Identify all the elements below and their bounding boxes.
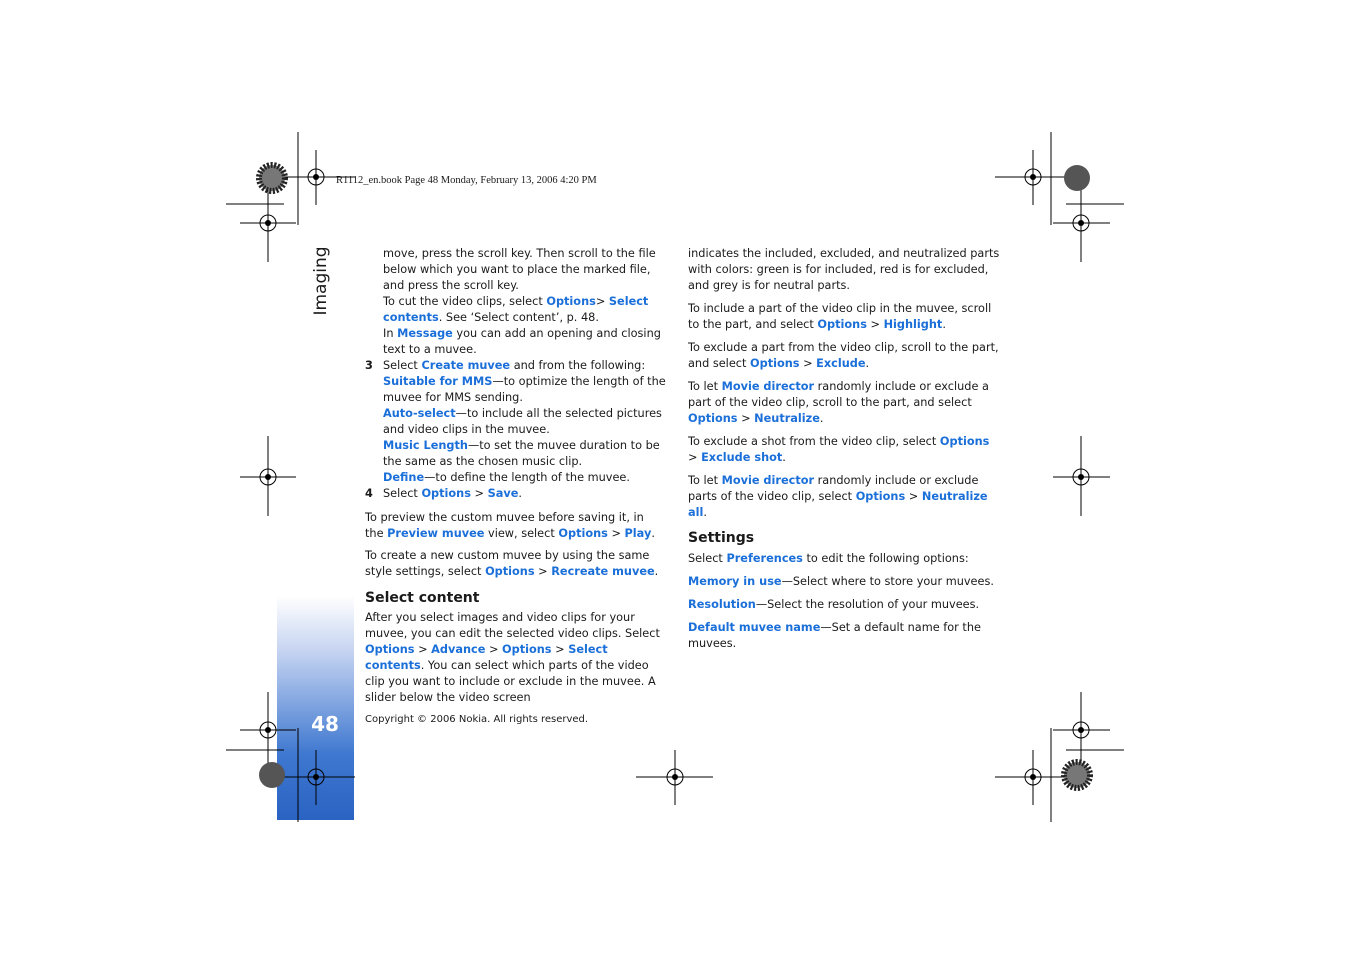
- ui-term: Memory in use: [688, 575, 782, 588]
- text: .: [651, 527, 655, 540]
- text: Select: [383, 359, 422, 372]
- ui-term: Options: [750, 357, 800, 370]
- text: >: [737, 412, 755, 425]
- paragraph: [383, 294, 668, 326]
- text: To let: [688, 474, 722, 487]
- column-left-body: [365, 510, 665, 706]
- ui-term: Auto-select: [383, 407, 456, 420]
- ui-term: Default muvee name: [688, 621, 821, 634]
- text: To exclude a part from the video clip, scroll to the part, and select: [688, 341, 999, 370]
- text: >: [607, 527, 625, 540]
- text: >: [470, 487, 488, 500]
- step-number: 4: [365, 487, 373, 500]
- ui-term: Options: [421, 487, 471, 500]
- ui-term: Options: [688, 412, 738, 425]
- text: Select: [688, 552, 727, 565]
- text: move, press the scroll key. Then scroll to the file below which you want to place the marked file, and press the scroll key.: [383, 247, 656, 292]
- ui-term: Message: [397, 327, 453, 340]
- text: —to optimize the length of the muvee for MMS sending.: [383, 375, 666, 404]
- step-4: [365, 486, 668, 502]
- page-number: 48: [311, 712, 339, 736]
- text: .: [942, 318, 946, 331]
- text: To include a part of the video clip in the muvee, scroll to the part, and select: [688, 302, 992, 331]
- ui-term: Options: [502, 643, 552, 656]
- step-number: 3: [365, 359, 373, 372]
- text: After you select images and video clips for your muvee, you can edit the selected video clips. Select: [365, 611, 660, 640]
- text: In: [383, 327, 398, 340]
- text: >: [799, 357, 817, 370]
- ui-term: Options: [365, 643, 415, 656]
- copyright-footer: Copyright © 2006 Nokia. All rights reserved.: [365, 714, 589, 725]
- text: >: [866, 318, 884, 331]
- text: .: [703, 506, 707, 519]
- column-left-continued: [383, 246, 668, 358]
- text: To cut the video clips, select: [383, 295, 547, 308]
- text: >: [688, 451, 702, 464]
- text: >: [595, 295, 609, 308]
- text: .: [518, 487, 522, 500]
- ui-term: Preview muvee: [387, 527, 485, 540]
- ui-term: Neutralize: [754, 412, 820, 425]
- text: and from the following:: [510, 359, 646, 372]
- ui-term: Movie director: [721, 380, 815, 393]
- section-heading: Settings: [688, 530, 755, 546]
- ui-term: Options: [485, 565, 535, 578]
- text: you can add an opening and closing text to a muvee.: [383, 327, 661, 356]
- text: To let: [688, 380, 722, 393]
- text: >: [534, 565, 552, 578]
- section-heading: Select content: [365, 590, 480, 606]
- text: >: [485, 643, 503, 656]
- ui-term: Suitable for MMS: [383, 375, 493, 388]
- text: To preview the custom muvee before saving it, in the: [365, 511, 644, 540]
- text: . See ‘Select content’, p. 48.: [438, 311, 599, 324]
- text: >: [551, 643, 569, 656]
- ui-term: Options: [558, 527, 608, 540]
- section-title-text: Imaging: [311, 246, 331, 316]
- column-right: [688, 246, 1000, 652]
- ui-term: Play: [624, 527, 652, 540]
- ui-term: Select contents: [383, 295, 649, 324]
- text: —to include all the selected pictures and video clips in the muvee.: [383, 407, 662, 436]
- ui-term: Advance: [431, 643, 486, 656]
- text: —to define the length of the muvee.: [424, 471, 630, 484]
- ui-term: Resolution: [688, 598, 756, 611]
- text: .: [782, 451, 786, 464]
- ui-term: Music Length: [383, 439, 468, 452]
- text: .: [819, 412, 824, 425]
- ui-term: Options: [817, 318, 867, 331]
- text: —Select where to store your muvees.: [781, 575, 994, 588]
- text: —Select the resolution of your muvees.: [755, 598, 980, 611]
- ui-term: Options: [855, 490, 906, 503]
- text: To exclude a shot from the video clip, select: [688, 435, 940, 448]
- text: >: [905, 490, 922, 503]
- ui-term: Recreate muvee: [551, 565, 655, 578]
- text: indicates the included, excluded, and neutralized parts with colors: green is for included, red is for excluded, and grey is for neutral parts.: [688, 247, 1000, 292]
- text: To create a new custom muvee by using the same style settings, select: [365, 549, 650, 578]
- text: to edit the following options:: [802, 552, 969, 565]
- ui-term: Movie director: [721, 474, 815, 487]
- ui-term: Exclude shot: [701, 451, 783, 464]
- step-3: [365, 358, 668, 486]
- ui-term: Create muvee: [421, 359, 511, 372]
- text: —to set the muvee duration to be the same as the chosen music clip.: [383, 439, 660, 468]
- text: >: [414, 643, 432, 656]
- ui-term: Highlight: [883, 318, 943, 331]
- print-header: R1112_en.book Page 48 Monday, February 13, 2006 4:20 PM: [336, 175, 597, 186]
- text: . You can select which parts of the video clip you want to include or exclude in the muvee. A slider below the video screen: [365, 659, 656, 704]
- text: Select: [383, 487, 422, 500]
- ui-term: Options: [939, 435, 990, 448]
- text: .: [865, 357, 870, 370]
- text: view, select: [484, 527, 559, 540]
- paragraph: [383, 246, 668, 294]
- ui-term: Define: [383, 471, 425, 484]
- ui-term: Preferences: [726, 552, 803, 565]
- paragraph: [383, 326, 668, 358]
- ui-term: Save: [487, 487, 519, 500]
- ui-term: Neutralize all: [688, 490, 988, 519]
- ui-term: Exclude: [816, 357, 866, 370]
- text: randomly include or exclude parts of the video clip, select: [688, 474, 979, 503]
- ui-term: Options: [546, 295, 596, 308]
- text: randomly include or exclude a part of the video clip, scroll to the part, and select: [688, 380, 989, 409]
- text: —Set a default name for the muvees.: [688, 621, 981, 650]
- text: .: [654, 565, 659, 578]
- ui-term: Select contents: [365, 643, 608, 672]
